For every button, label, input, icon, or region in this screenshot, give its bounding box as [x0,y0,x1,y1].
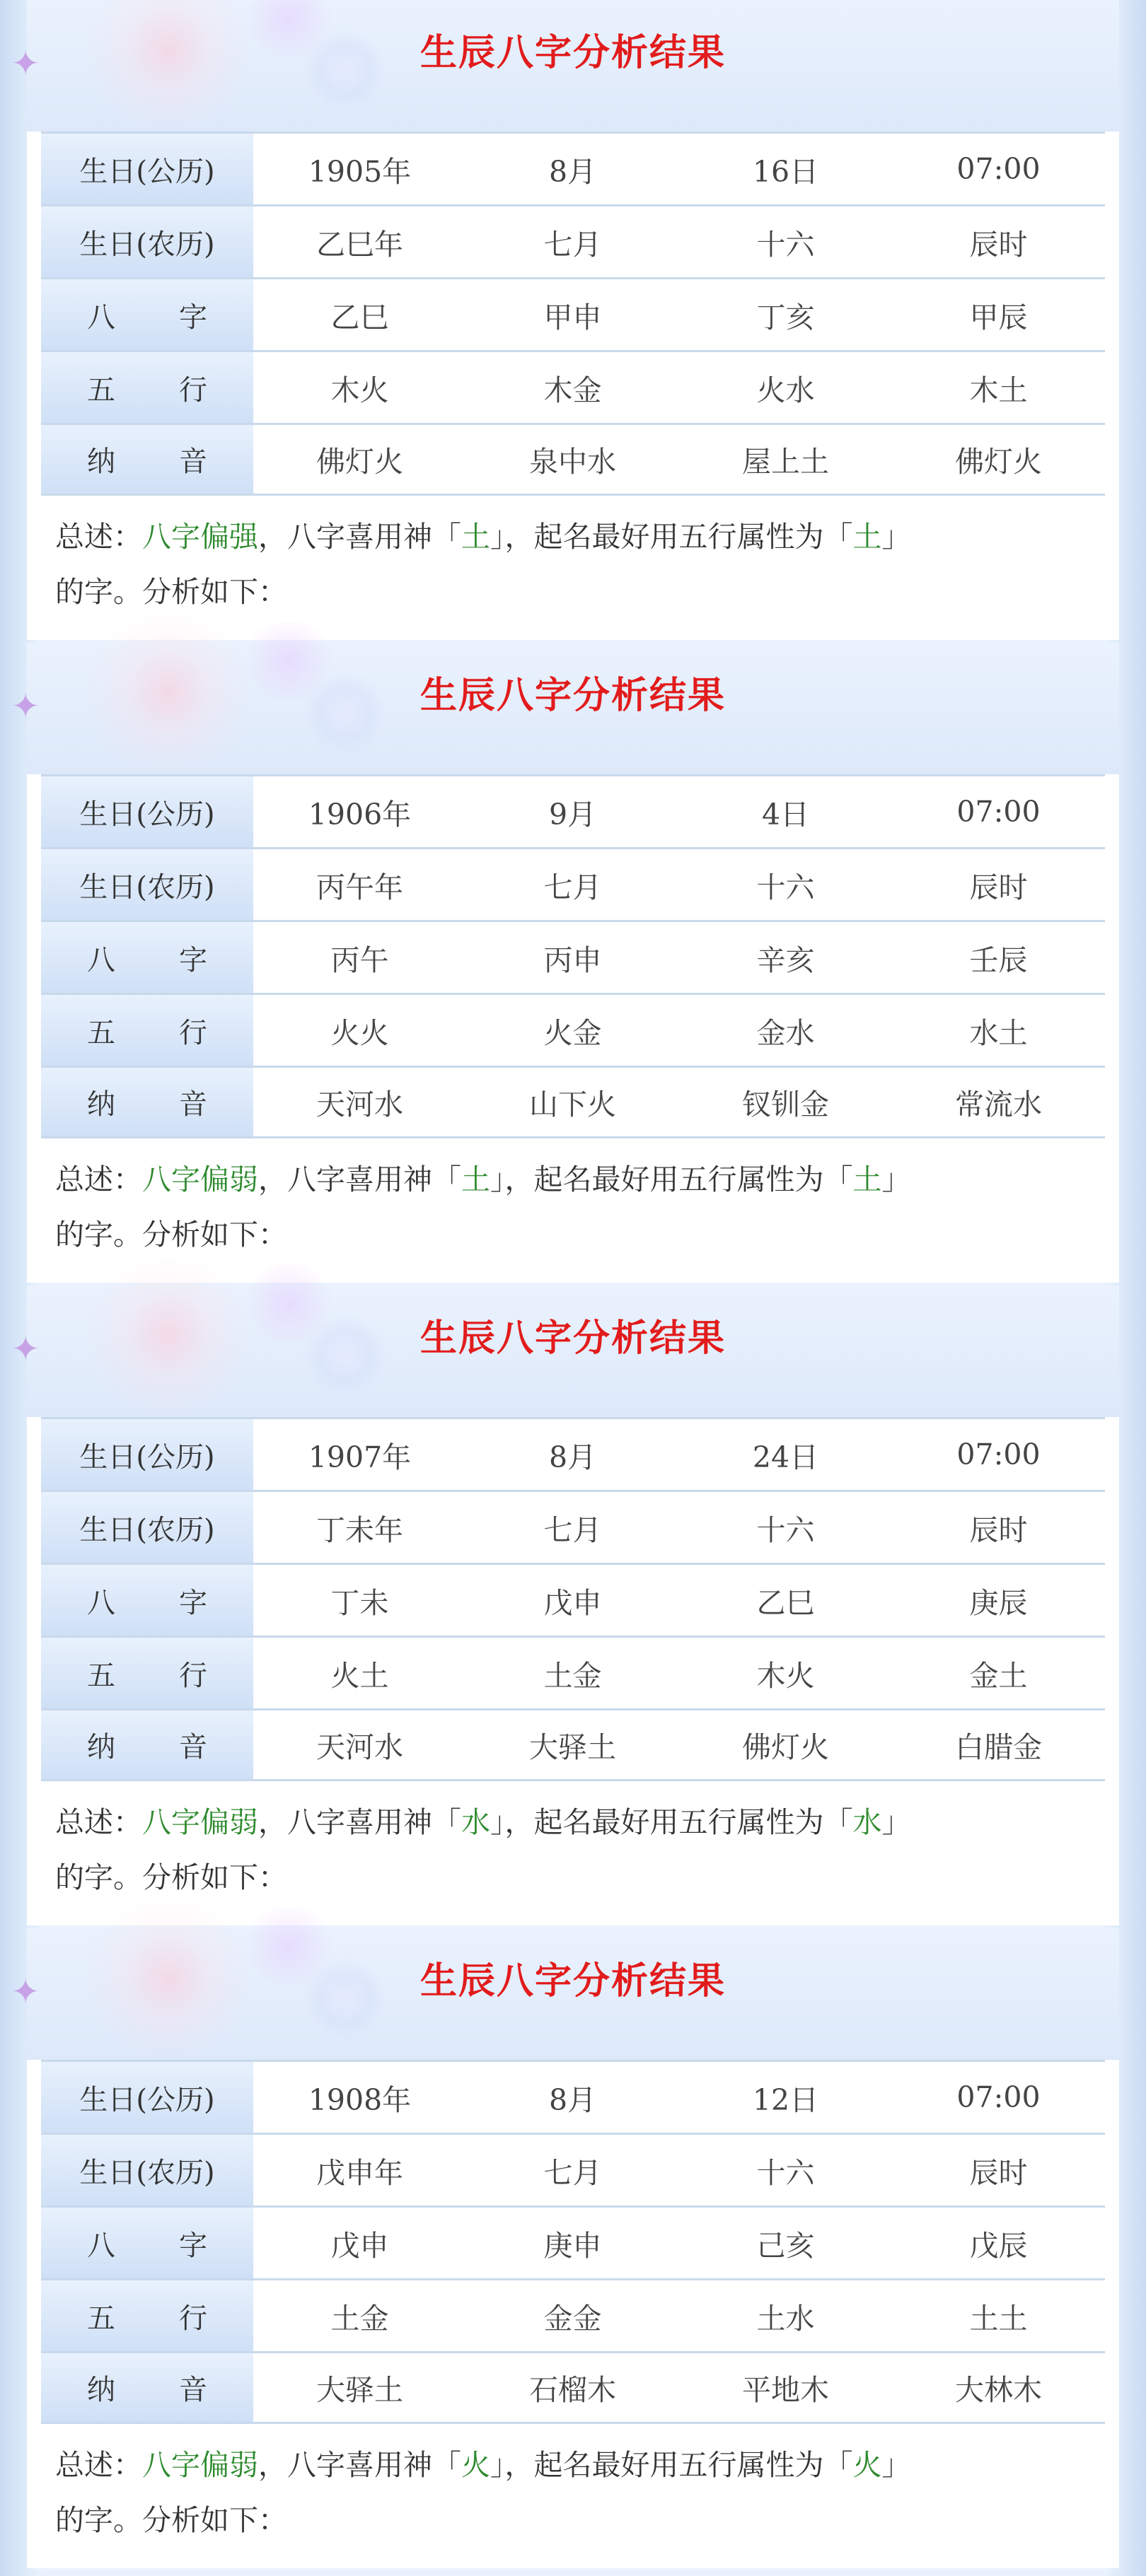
bazi-table [41,774,1105,1138]
row-label-char: 音 [179,1731,207,1764]
row-label [41,1638,253,1708]
table-cell: 木金 [543,373,602,407]
table-cell: 丙午 [330,943,389,977]
summary-text-part: 」，起名最好用五行属性为「 [490,2448,853,2482]
table-cell: 十六 [756,1513,815,1547]
card-header [11,0,1119,132]
result-card [11,1928,1119,2568]
row-label-char: 五 [87,2302,115,2335]
row-label: 生日(公历) [41,1419,253,1490]
xiyong-element: 土 [461,1162,490,1196]
table-cell: 己亥 [756,2228,815,2263]
row-label-char: 五 [87,373,115,407]
table-cell: 辰时 [969,1513,1028,1547]
row-label-char: 音 [179,445,207,478]
row-label [41,2208,253,2278]
table-cell: 辛亥 [756,943,815,977]
table-cell: 平地木 [742,2373,829,2407]
xiyong-element: 土 [461,520,490,554]
table-cell: 丙午年 [316,870,403,904]
row-label-char: 字 [179,2229,207,2262]
summary-text-part: 」 [881,520,911,554]
row-label [41,425,253,494]
row-label-char: 五 [87,1016,115,1049]
table-cell: 16日 [752,154,819,189]
table-row-nayin [41,1708,1105,1781]
table-cell: 丁亥 [756,300,815,334]
row-label [41,2353,253,2422]
naming-element: 火 [852,2448,882,2482]
bazi-table [41,1417,1105,1781]
table-cell: 十六 [756,227,815,262]
table-cell: 07:00 [956,1438,1041,1471]
row-label-char: 音 [179,1088,207,1121]
summary-text [55,509,1102,619]
table-row-bazi [41,277,1105,350]
sparkle-icon: ✦ [11,1329,40,1369]
summary-text-part: 」 [881,1805,911,1839]
table-cell: 大驿土 [529,1730,616,1764]
summary-text-part: 的字。分析如下： [55,1860,287,1894]
summary-text-part: 」，起名最好用五行属性为「 [490,1162,853,1196]
table-cell: 天河水 [316,1730,403,1764]
card-header [11,1286,1119,1417]
summary-prefix: 总述： [55,2448,142,2482]
row-label-char: 八 [87,1586,115,1619]
table-row-lunar [41,847,1105,920]
table-cell: 火金 [543,1015,602,1050]
card-title: 生辰八字分析结果 [419,674,726,717]
card-title: 生辰八字分析结果 [419,31,726,74]
table-cell: 大驿土 [316,2373,403,2407]
table-cell: 木土 [969,373,1028,407]
row-label: 生日(公历) [41,776,253,847]
naming-element: 土 [852,1162,882,1196]
table-cell: 戊申年 [316,2155,403,2190]
row-label-char: 八 [87,943,115,977]
table-cell: 七月 [543,227,602,262]
table-cell: 乙巳 [756,1585,815,1620]
summary-text-part: 」 [881,1162,911,1196]
row-label-char: 字 [179,301,207,334]
table-cell: 泉中水 [529,445,616,479]
table-row-wuxing [41,1636,1105,1708]
table-cell: 土水 [756,2301,815,2336]
row-label-char: 纳 [87,445,115,478]
table-cell: 9月 [548,797,597,832]
table-cell: 戊辰 [969,2228,1028,2263]
xiyong-element: 火 [461,2448,490,2482]
summary-text-part: ，八字喜用神「 [258,520,461,554]
card-header [11,1928,1119,2060]
table-cell: 十六 [756,870,815,904]
table-cell: 钗钏金 [742,1088,829,1121]
table-cell: 火土 [330,1658,389,1693]
table-row-wuxing [41,993,1105,1066]
naming-element: 水 [852,1805,882,1839]
table-cell: 土金 [543,1658,602,1693]
summary-prefix: 总述： [55,520,142,554]
table-cell: 1908年 [308,2082,412,2117]
row-label [41,922,253,993]
table-cell: 07:00 [956,2080,1041,2114]
table-row-nayin [41,423,1105,496]
row-label [41,2280,253,2351]
row-label: 生日(农历) [41,1492,253,1563]
summary-text-part: 」，起名最好用五行属性为「 [490,520,853,554]
table-row-lunar [41,2133,1105,2205]
table-row-solar [41,132,1105,204]
strength-verdict: 八字偏弱 [142,2448,258,2482]
row-label-char: 五 [87,1659,115,1692]
summary-text-part: ，八字喜用神「 [258,2448,461,2482]
table-cell: 佛灯火 [742,1730,829,1764]
summary-prefix: 总述： [55,1162,142,1196]
row-label: 生日(农历) [41,2135,253,2205]
row-label-char: 字 [179,943,207,977]
table-cell: 白腊金 [955,1730,1042,1764]
table-row-lunar [41,204,1105,277]
row-label-char: 纳 [87,1088,115,1121]
table-cell: 庚申 [543,2228,602,2263]
row-label [41,1710,253,1779]
row-label [41,995,253,1066]
table-cell: 甲辰 [969,300,1028,334]
table-cell: 07:00 [956,152,1041,186]
row-label [41,1565,253,1636]
table-cell: 屋上土 [742,445,829,479]
table-cell: 山下火 [529,1088,616,1121]
row-label-char: 八 [87,301,115,334]
table-cell: 大林木 [955,2373,1042,2407]
bazi-table [41,132,1105,496]
row-label: 生日(农历) [41,206,253,277]
table-row-wuxing [41,350,1105,423]
table-row-solar [41,2060,1105,2133]
table-cell: 辰时 [969,870,1028,904]
row-label-char: 行 [179,1016,207,1049]
table-cell: 土土 [969,2301,1028,2336]
bazi-table [41,2060,1105,2424]
table-cell: 24日 [752,1440,819,1474]
naming-element: 土 [852,520,882,554]
table-cell: 8月 [548,154,597,189]
table-cell: 佛灯火 [955,445,1042,479]
result-card [11,0,1119,640]
result-card [11,1286,1119,1925]
table-cell: 七月 [543,870,602,904]
row-label-char: 行 [179,373,207,407]
summary-text-part: 」，起名最好用五行属性为「 [490,1805,853,1839]
row-label: 生日(公历) [41,134,253,204]
summary-text [55,2437,1102,2548]
summary-text-part: ，八字喜用神「 [258,1162,461,1196]
row-label [41,352,253,423]
strength-verdict: 八字偏弱 [142,1162,258,1196]
summary-text-part: ，八字喜用神「 [258,1805,461,1839]
table-cell: 金金 [543,2301,602,2336]
summary-text [55,1152,1102,1262]
table-cell: 戊申 [543,1585,602,1620]
table-cell: 丁未年 [316,1513,403,1547]
sparkle-icon: ✦ [11,687,40,726]
table-cell: 天河水 [316,1088,403,1121]
table-row-solar [41,774,1105,847]
table-cell: 07:00 [956,795,1041,829]
table-cell: 十六 [756,2155,815,2190]
table-cell: 戊申 [330,2228,389,2263]
table-cell: 木火 [330,373,389,407]
table-cell: 辰时 [969,227,1028,262]
card-title: 生辰八字分析结果 [419,1959,726,2003]
table-row-bazi [41,920,1105,993]
table-cell: 12日 [752,2082,819,2117]
table-cell: 水土 [969,1015,1028,1050]
sparkle-icon: ✦ [11,44,40,83]
table-cell: 辰时 [969,2155,1028,2190]
table-cell: 丁未 [330,1585,389,1620]
table-cell: 丙申 [543,943,602,977]
summary-text-part: 的字。分析如下： [55,575,287,609]
table-cell: 火水 [756,373,815,407]
table-cell: 火火 [330,1015,389,1050]
table-cell: 乙巳年 [316,227,403,262]
row-label: 生日(农历) [41,849,253,920]
table-row-wuxing [41,2278,1105,2351]
card-header [11,643,1119,774]
strength-verdict: 八字偏强 [142,520,258,554]
summary-text-part: 的字。分析如下： [55,1218,287,1252]
row-label-char: 字 [179,1586,207,1619]
table-row-bazi [41,1563,1105,1636]
table-row-bazi [41,2205,1105,2278]
summary-prefix: 总述： [55,1805,142,1839]
row-label-char: 音 [179,2374,207,2406]
row-label [41,279,253,350]
row-label-char: 行 [179,2302,207,2335]
card-title: 生辰八字分析结果 [419,1317,726,1360]
table-cell: 七月 [543,2155,602,2190]
sparkle-icon: ✦ [11,1972,40,2012]
table-cell: 1905年 [308,154,412,189]
table-cell: 壬辰 [969,943,1028,977]
summary-text [55,1795,1102,1905]
xiyong-element: 水 [461,1805,490,1839]
table-cell: 七月 [543,1513,602,1547]
table-cell: 金水 [756,1015,815,1050]
row-label-char: 纳 [87,2374,115,2406]
table-cell: 木火 [756,1658,815,1693]
row-label-char: 八 [87,2229,115,2262]
table-cell: 常流水 [955,1088,1042,1121]
table-cell: 乙巳 [330,300,389,334]
result-card [11,643,1119,1283]
table-cell: 金土 [969,1658,1028,1693]
summary-text-part: 」 [881,2448,911,2482]
row-label-char: 行 [179,1659,207,1692]
table-cell: 甲申 [543,300,602,334]
table-cell: 佛灯火 [316,445,403,479]
table-row-lunar [41,1490,1105,1563]
table-cell: 庚辰 [969,1585,1028,1620]
table-cell: 1907年 [308,1440,412,1474]
table-row-nayin [41,2351,1105,2424]
row-label-char: 纳 [87,1731,115,1764]
table-cell: 8月 [548,1440,597,1474]
summary-text-part: 的字。分析如下： [55,2503,287,2537]
strength-verdict: 八字偏弱 [142,1805,258,1839]
table-cell: 石榴木 [529,2373,616,2407]
table-cell: 1906年 [308,797,412,832]
table-row-solar [41,1417,1105,1490]
table-cell: 4日 [761,797,810,832]
table-cell: 土金 [330,2301,389,2336]
table-row-nayin [41,1066,1105,1138]
row-label: 生日(公历) [41,2062,253,2133]
table-cell: 8月 [548,2082,597,2117]
row-label [41,1068,253,1136]
